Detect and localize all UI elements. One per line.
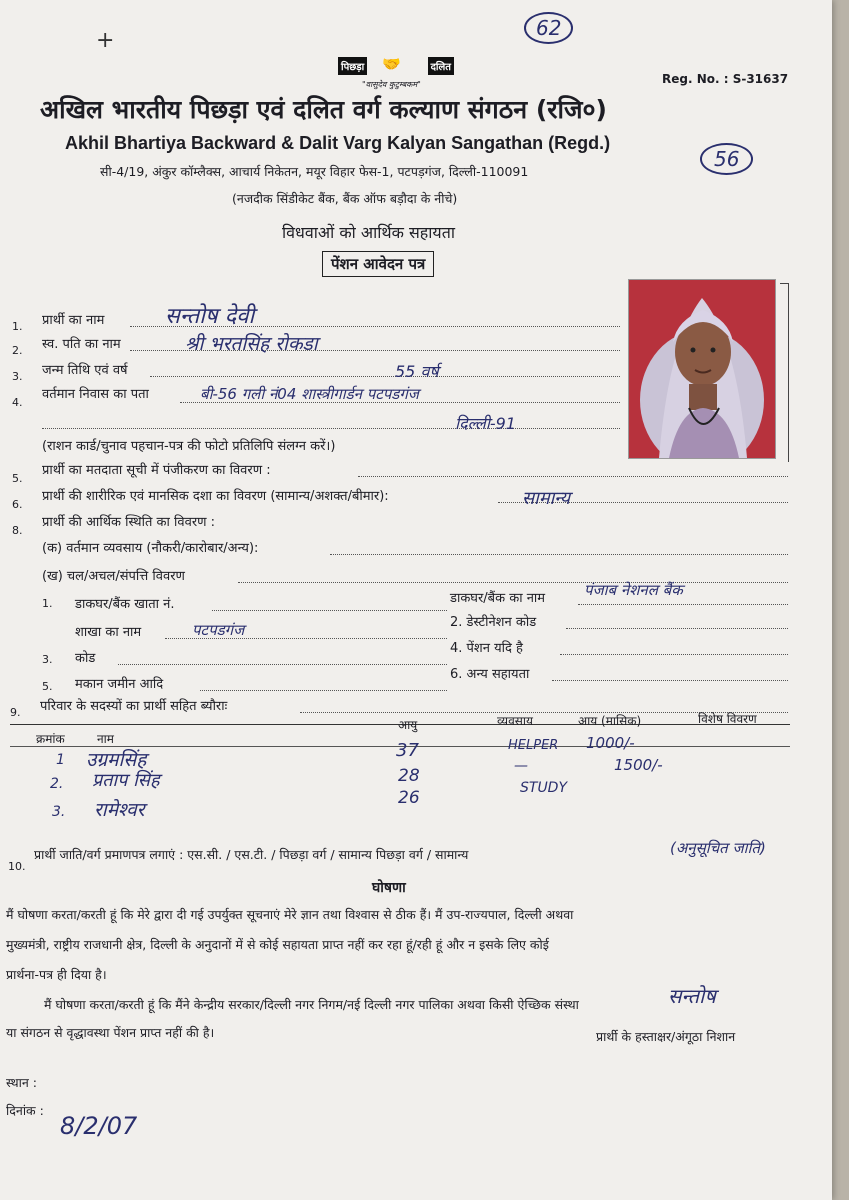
code-label: कोड [75, 651, 96, 666]
logo-right-text: दलित [428, 57, 454, 75]
destination-code-label: 2. डेस्टीनेशन कोड [450, 615, 537, 630]
birth-date-label: जन्म तिथि एवं वर्ष [42, 363, 128, 378]
form-subject: विधवाओं को आर्थिक सहायता [282, 223, 455, 242]
stamp-side-number: 56 [700, 143, 753, 175]
address-line-2 [42, 428, 620, 429]
husband-name-value: श्री भरतसिंह रोकडा [185, 333, 318, 355]
branch-value: पटपडगंज [192, 621, 245, 639]
pension-line [560, 654, 788, 655]
logo-motto: "वासुदेव कुटुम्बकम" [362, 80, 421, 89]
applicant-name-value: सन्तोष देवी [165, 304, 255, 329]
bank-name-label: डाकघर/बैंक का नाम [450, 591, 546, 606]
org-address-note: (नजदीक सिंडीकेट बैंक, बैंक ऑफ बड़ौदा के नीचे) [232, 191, 458, 206]
sub-5-number: 5. [42, 680, 53, 693]
address-value-line2: दिल्ली-91 [455, 414, 516, 433]
declaration-line-3: प्रार्थना-पत्र ही दिया है। [6, 967, 107, 982]
family-row-2-occupation: — [514, 758, 528, 774]
property-label: (ख) चल/अचल/संपत्ति विवरण [42, 569, 185, 584]
family-header-remarks: विशेष विवरण [698, 712, 757, 726]
family-row-3-serial: 3. [52, 804, 66, 820]
birth-date-line [150, 376, 620, 377]
portrait-image [629, 280, 775, 458]
family-header-occupation: व्यवसाय [497, 714, 533, 728]
account-no-line [212, 610, 447, 611]
health-label: प्रार्थी की शारीरिक एवं मानसिक दशा का विवरण (सामान्य/अशक्त/बीमार): [42, 489, 389, 504]
occupation-line [330, 554, 788, 555]
other-help-label: 6. अन्य सहायता [450, 667, 530, 682]
bank-name-line [578, 604, 788, 605]
declaration-line-2: मुख्यमंत्री, राष्ट्रीय राजधानी क्षेत्र, दिल्ली के अनुदानों में से कोई सहायता प्राप्त नहीं कर रहा हूं/रही हूं और न इसके लिए कोई [6, 937, 549, 952]
family-header-income: आय (मासिक) [578, 714, 642, 728]
occupation-label: (क) वर्तमान व्यवसाय (नौकरी/कारोबार/अन्य): [42, 541, 259, 556]
family-label: परिवार के सदस्यों का प्रार्थी सहित ब्यौराः [40, 699, 228, 714]
field-3-number: 3. [12, 370, 23, 383]
field-1-number: 1. [12, 320, 23, 333]
org-name-hindi: अखिल भारतीय पिछड़ा एवं दलित वर्ग कल्याण संगठन (रजि०) [40, 95, 607, 124]
family-row-1-income: 1000/- [586, 734, 635, 752]
field-5-number: 5. [12, 472, 23, 485]
declaration-line-1: मैं घोषणा करता/करती हूं कि मेरे द्वारा दी गई उपर्युक्त सूचनाएं मेरे ज्ञान तथा विश्वास से ठीक हैं। मैं उप-राज्यपाल, दिल्ली अथवा [6, 907, 574, 922]
family-row-1-age: 37 [396, 740, 419, 761]
declaration-line-4: मैं घोषणा करता/करती हूं कि मैंने केन्द्रीय सरकार/दिल्ली नगर निगम/नई दिल्ली नगर पालिका अथवा किसी ऐच्छिक संस्था [44, 997, 579, 1012]
caste-value: (अनुसूचित जाति) [670, 839, 766, 857]
account-no-label: डाकघर/बैंक खाता नं. [75, 597, 175, 612]
family-row-3-name: रामेश्वर [94, 799, 145, 821]
applicant-signature: सन्तोष [668, 984, 716, 1008]
family-row-2-name: प्रताप सिंह [92, 770, 160, 791]
photo-bracket [780, 283, 789, 462]
family-header-serial: क्रमांक [36, 732, 65, 746]
pension-label: 4. पेंशन यदि है [450, 641, 523, 656]
family-row-1-occupation: HELPER [508, 738, 559, 753]
family-row-2-serial: 2. [50, 776, 64, 792]
place-label: स्थान : [6, 1075, 37, 1090]
health-value: सामान्य [522, 488, 571, 509]
field-8-number: 8. [12, 524, 23, 537]
reg-number: Reg. No. : S-31637 [662, 72, 789, 86]
husband-name-label: स्व. पति का नाम [42, 337, 121, 352]
date-label: दिनांक : [6, 1103, 44, 1118]
org-logo [338, 57, 454, 77]
bank-name-value: पंजाब नेशनल बैंक [584, 581, 683, 599]
other-help-line [552, 680, 788, 681]
family-row-1-name: उग्रमसिंह [86, 749, 147, 771]
logo-left-text: पिछड़ा [338, 57, 367, 75]
form-title: पेंशन आवेदन पत्र [322, 251, 434, 277]
address-value-line1: बी-56 गली नं04 शास्त्रीगार्डन पटपडगंज [200, 385, 419, 403]
stamp-top-number: 62 [524, 12, 573, 44]
date-value: 8/2/07 [60, 1112, 138, 1140]
caste-label: प्रार्थी जाति/वर्ग प्रमाणपत्र लगाएं : एस.सी. / एस.टी. / पिछड़ा वर्ग / सामान्य पिछड़ा वर्ग / सामान्य [34, 847, 469, 862]
land-label: मकान जमीन आदि [75, 677, 164, 692]
sub-1-number: 1. [42, 597, 53, 610]
voter-list-label: प्रार्थी का मतदाता सूची में पंजीकरण का विवरण : [42, 463, 271, 478]
handshake-icon: 🤝 [382, 55, 401, 73]
field-6-number: 6. [12, 498, 23, 511]
family-row-2-age: 28 [398, 766, 420, 786]
birth-date-value: 55 वर्ष [395, 362, 439, 381]
family-header-name: नाम [97, 732, 114, 746]
org-name-english: Akhil Bhartiya Backward & Dalit Varg Kalyan Sangathan (Regd.) [65, 133, 611, 153]
sub-3-number: 3. [42, 653, 53, 666]
economic-label: प्रार्थी की आर्थिक स्थिति का विवरण : [42, 515, 216, 530]
cross-mark: + [96, 28, 115, 53]
land-line [200, 690, 447, 691]
field-10-number: 10. [8, 860, 26, 873]
address-label: वर्तमान निवास का पता [42, 387, 149, 402]
org-address: सी-4/19, अंकुर कॉम्लैक्स, आचार्य निकेतन, मयूर विहार फेस-1, पटपड़गंज, दिल्ली-110091 [100, 164, 529, 179]
declaration-line-5: या संगठन से वृद्धावस्था पेंशन प्राप्त नहीं की है। [6, 1025, 215, 1040]
family-row-3-age: 26 [398, 788, 420, 808]
family-row-1-serial: 1 [56, 752, 65, 768]
applicant-name-label: प्रार्थी का नाम [42, 313, 105, 328]
field-2-number: 2. [12, 344, 23, 357]
family-row-3-occupation: STUDY [520, 780, 568, 796]
field-4-number: 4. [12, 396, 23, 409]
code-line [118, 664, 447, 665]
family-row-2-income: 1500/- [614, 756, 663, 774]
applicant-photo [628, 279, 776, 459]
address-note: (राशन कार्ड/चुनाव पहचान-पत्र की फोटो प्रतिलिपि संलग्न करें।) [42, 439, 336, 454]
field-9-number: 9. [10, 706, 21, 719]
destination-code-line [566, 628, 788, 629]
voter-list-line [358, 476, 788, 477]
family-header-age: आयु [398, 718, 418, 732]
property-line [238, 582, 788, 583]
signature-label: प्रार्थी के हस्ताक्षर/अंगूठा निशान [596, 1029, 736, 1044]
declaration-title: घोषणा [372, 880, 406, 896]
branch-label: शाखा का नाम [75, 625, 142, 640]
